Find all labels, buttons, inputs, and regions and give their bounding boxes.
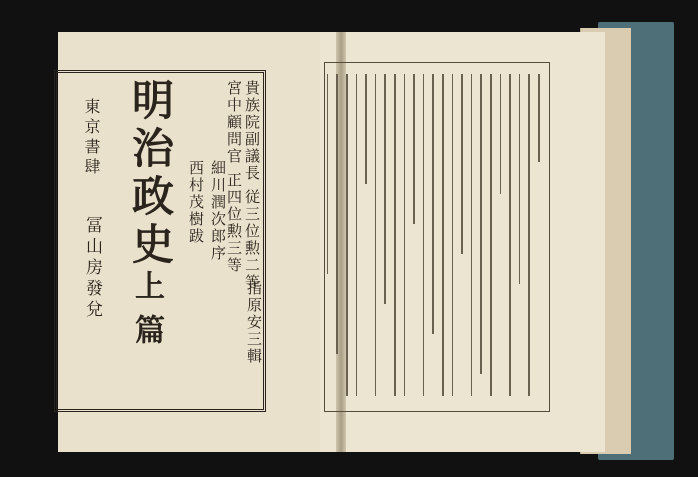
text-column (471, 74, 473, 396)
text-column (490, 74, 492, 396)
text-column (365, 74, 367, 184)
text-column (519, 74, 521, 284)
text-column (528, 74, 530, 396)
text-column (452, 74, 454, 396)
epilogue-author-name: 西村茂樹跋 (187, 160, 205, 245)
text-column (336, 74, 338, 354)
text-column (356, 74, 358, 396)
text-column (461, 74, 463, 254)
text-column (423, 74, 425, 396)
volume-label: 上篇 (129, 270, 164, 358)
text-column (327, 74, 329, 274)
text-column (432, 74, 434, 334)
text-column (384, 74, 386, 304)
text-column (442, 74, 444, 396)
text-column (404, 74, 406, 396)
publisher-name: 冨山房發兌 (82, 216, 102, 321)
book-title: 明治政史 (126, 78, 175, 270)
epilogue-author-titles: 宮中顧問官 正四位勲三等 (225, 80, 243, 274)
text-block-frame (324, 62, 550, 412)
text-column (394, 74, 396, 396)
text-column (375, 74, 377, 396)
editor-credit: 指原安三輯 (245, 280, 263, 365)
publisher-place: 東京書肆 (82, 98, 101, 178)
text-column (480, 74, 482, 374)
text-column (538, 74, 540, 162)
preface-author-titles: 貴族院副議長 従三位勲二等 (243, 80, 261, 291)
preface-author-name: 細川潤次郎序 (209, 160, 227, 262)
text-column (509, 74, 511, 396)
text-column (413, 74, 415, 224)
text-column (500, 74, 502, 194)
text-column (346, 74, 348, 396)
